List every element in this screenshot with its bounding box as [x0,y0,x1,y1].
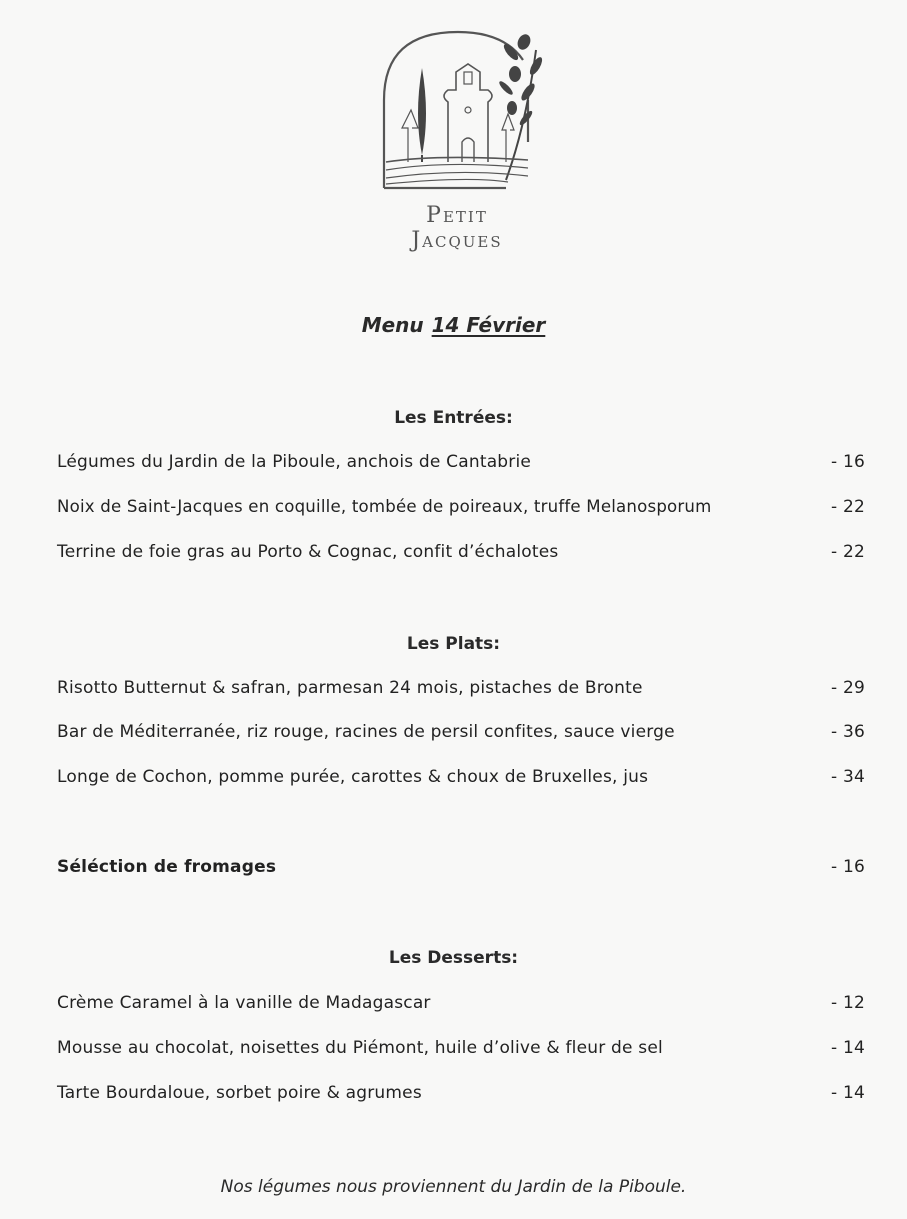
menu-item-price: - 29 [831,678,865,698]
restaurant-logo [378,30,548,195]
menu-item [57,1038,865,1064]
menu-item [57,542,865,568]
menu-item [57,452,865,478]
menu-title [0,313,907,337]
menu-item-price: - 14 [831,1083,865,1103]
menu-item-name: Tarte Bourdaloue, sorbet poire & agrumes [57,1083,422,1103]
menu-item [57,767,865,793]
menu-item-name: Terrine de foie gras au Porto & Cognac, confit d’échalotes [57,542,559,562]
section-heading-desserts: Les Desserts: [388,948,519,968]
footer-note: Nos légumes nous proviennent du Jardin de la Piboule. [220,1177,687,1197]
menu-item-name: Séléction de fromages [57,857,277,877]
menu-item-name: Noix de Saint-Jacques en coquille, tombée de poireaux, truffe Melanosporum [57,497,712,516]
menu-title-label: Menu [361,313,424,337]
menu-item-price: - 22 [831,542,865,562]
menu-item-price: - 16 [831,452,865,472]
menu-item [57,678,865,704]
menu-item-name: Bar de Méditerranée, riz rouge, racines de persil confites, sauce vierge [57,722,675,742]
menu-item-cheese [57,857,865,883]
menu-item-price: - 16 [831,857,865,877]
menu-item-price: - 12 [831,993,865,1013]
menu-item-name: Longe de Cochon, pomme purée, carottes & choux de Bruxelles, jus [57,767,649,787]
menu-item [57,1083,865,1109]
menu-item-price: - 36 [831,722,865,742]
menu-date: 14 Février [431,313,546,337]
menu-item-name: Crème Caramel à la vanille de Madagascar [57,993,431,1013]
menu-item-name: Risotto Butternut & safran, parmesan 24 mois, pistaches de Bronte [57,678,643,698]
menu-item-name: Légumes du Jardin de la Piboule, anchois de Cantabrie [57,452,532,472]
menu-item [57,497,865,523]
menu-item [57,722,865,748]
section-heading-entrees: Les Entrées: [394,408,513,428]
brand-name: Petit Jacques [411,203,503,253]
menu-item [57,993,865,1019]
menu-item-price: - 34 [831,767,865,787]
menu-item-price: - 14 [831,1038,865,1058]
menu-item-name: Mousse au chocolat, noisettes du Piémont, huile d’olive & fleur de sel [57,1038,663,1058]
menu-item-price: - 22 [831,497,865,517]
section-heading-plats: Les Plats: [406,634,501,654]
